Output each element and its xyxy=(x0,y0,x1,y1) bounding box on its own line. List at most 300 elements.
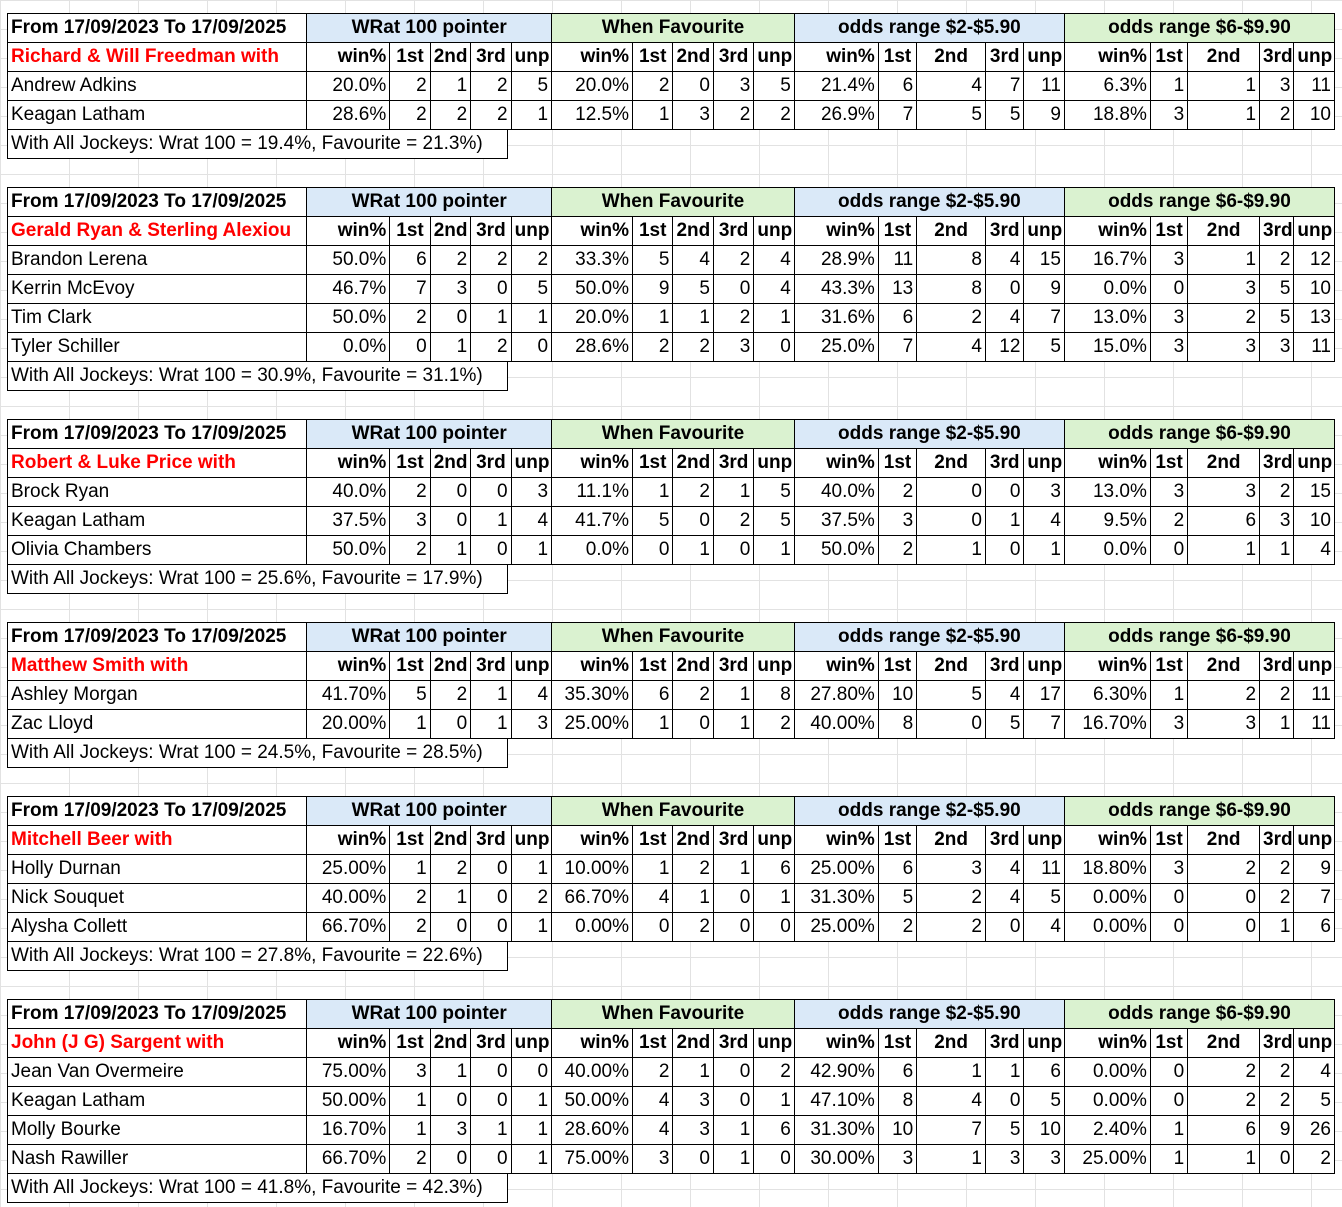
column-header[interactable]: 1st xyxy=(390,43,430,72)
trainer-name[interactable]: Matthew Smith with xyxy=(8,652,307,681)
stat-cell[interactable]: 1 xyxy=(754,536,795,565)
stat-cell[interactable]: 0.0% xyxy=(1064,536,1150,565)
group-header[interactable]: When Favourite xyxy=(552,420,795,449)
stat-cell[interactable]: 21.4% xyxy=(794,72,878,101)
stat-cell[interactable]: 1 xyxy=(511,1145,551,1174)
stat-cell[interactable]: 2 xyxy=(1150,507,1187,536)
column-header[interactable]: unp xyxy=(511,1029,551,1058)
stat-cell[interactable]: 1 xyxy=(673,1058,713,1087)
column-header[interactable]: win% xyxy=(552,217,633,246)
column-header[interactable]: 2nd xyxy=(673,1029,713,1058)
stat-cell[interactable]: 3 xyxy=(1260,333,1294,362)
stat-cell[interactable]: 1 xyxy=(390,1116,430,1145)
stat-cell[interactable]: 8 xyxy=(917,246,986,275)
stat-cell[interactable]: 50.00% xyxy=(552,1087,633,1116)
column-header[interactable]: 1st xyxy=(633,217,673,246)
column-header[interactable]: win% xyxy=(307,449,390,478)
stat-cell[interactable]: 0.0% xyxy=(1064,275,1150,304)
stat-cell[interactable]: 1 xyxy=(471,304,511,333)
stat-cell[interactable]: 13 xyxy=(878,275,916,304)
stat-cell[interactable]: 0 xyxy=(511,333,551,362)
column-header[interactable]: win% xyxy=(552,43,633,72)
stat-cell[interactable]: 2 xyxy=(633,333,673,362)
stat-cell[interactable]: 5 xyxy=(986,710,1024,739)
stat-cell[interactable]: 2 xyxy=(430,246,470,275)
jockey-name[interactable]: Molly Bourke xyxy=(8,1116,307,1145)
stat-cell[interactable]: 33.3% xyxy=(552,246,633,275)
stat-cell[interactable]: 2 xyxy=(390,536,430,565)
stat-cell[interactable]: 1 xyxy=(511,101,551,130)
stat-cell[interactable]: 2 xyxy=(1260,884,1294,913)
stat-cell[interactable]: 3 xyxy=(673,1116,713,1145)
stat-cell[interactable]: 3 xyxy=(1150,101,1187,130)
stat-cell[interactable]: 1 xyxy=(754,304,795,333)
column-header[interactable]: unp xyxy=(511,652,551,681)
column-header[interactable]: 1st xyxy=(878,826,916,855)
group-header[interactable]: WRat 100 pointer xyxy=(307,1000,552,1029)
column-header[interactable]: 1st xyxy=(633,652,673,681)
stat-cell[interactable]: 40.0% xyxy=(307,478,390,507)
stat-cell[interactable]: 75.00% xyxy=(307,1058,390,1087)
stat-cell[interactable]: 0 xyxy=(471,536,511,565)
summary-cell[interactable]: With All Jockeys: Wrat 100 = 30.9%, Favourite = 31.1%) xyxy=(7,362,508,391)
column-header[interactable]: 1st xyxy=(1150,449,1187,478)
column-header[interactable]: 3rd xyxy=(986,43,1024,72)
stat-cell[interactable]: 2 xyxy=(430,681,470,710)
stat-cell[interactable]: 2 xyxy=(1260,1087,1294,1116)
stat-cell[interactable]: 6 xyxy=(633,681,673,710)
column-header[interactable]: 3rd xyxy=(713,217,753,246)
stat-cell[interactable]: 5 xyxy=(917,101,986,130)
stat-cell[interactable]: 1 xyxy=(713,681,753,710)
stat-cell[interactable]: 2 xyxy=(1260,681,1294,710)
stat-cell[interactable]: 2 xyxy=(390,72,430,101)
stat-cell[interactable]: 66.70% xyxy=(552,884,633,913)
column-header[interactable]: 2nd xyxy=(1188,449,1260,478)
stat-cell[interactable]: 10 xyxy=(878,681,916,710)
stat-cell[interactable]: 0 xyxy=(471,1145,511,1174)
stat-cell[interactable]: 3 xyxy=(1260,72,1294,101)
stat-cell[interactable]: 5 xyxy=(1024,333,1064,362)
stat-cell[interactable]: 11.1% xyxy=(552,478,633,507)
stat-cell[interactable]: 2 xyxy=(430,101,470,130)
jockey-name[interactable]: Keagan Latham xyxy=(8,507,307,536)
stat-cell[interactable]: 15 xyxy=(1294,478,1335,507)
stat-cell[interactable]: 1 xyxy=(917,1058,986,1087)
summary-cell[interactable]: With All Jockeys: Wrat 100 = 24.5%, Favourite = 28.5%) xyxy=(7,739,508,768)
stat-cell[interactable]: 2 xyxy=(390,478,430,507)
column-header[interactable]: win% xyxy=(1064,217,1150,246)
column-header[interactable]: 1st xyxy=(633,449,673,478)
stat-cell[interactable]: 3 xyxy=(1188,710,1260,739)
stat-cell[interactable]: 3 xyxy=(1150,304,1187,333)
stat-cell[interactable]: 2 xyxy=(1188,1087,1260,1116)
stat-cell[interactable]: 25.00% xyxy=(552,710,633,739)
stat-cell[interactable]: 3 xyxy=(511,478,551,507)
stat-cell[interactable]: 3 xyxy=(1150,246,1187,275)
stat-cell[interactable]: 0 xyxy=(471,478,511,507)
stat-cell[interactable]: 1 xyxy=(917,536,986,565)
stat-cell[interactable]: 2 xyxy=(1260,855,1294,884)
stat-cell[interactable]: 50.0% xyxy=(552,275,633,304)
column-header[interactable]: 3rd xyxy=(1260,1029,1294,1058)
stat-cell[interactable]: 4 xyxy=(986,246,1024,275)
stat-cell[interactable]: 2 xyxy=(390,1145,430,1174)
stat-cell[interactable]: 16.70% xyxy=(307,1116,390,1145)
stat-cell[interactable]: 4 xyxy=(917,72,986,101)
stat-cell[interactable]: 1 xyxy=(471,1116,511,1145)
stat-cell[interactable]: 4 xyxy=(633,884,673,913)
stat-cell[interactable]: 37.5% xyxy=(794,507,878,536)
stat-cell[interactable]: 4 xyxy=(986,681,1024,710)
stat-cell[interactable]: 41.70% xyxy=(307,681,390,710)
stat-cell[interactable]: 0 xyxy=(471,1058,511,1087)
column-header[interactable]: unp xyxy=(511,449,551,478)
group-header[interactable]: odds range $6-$9.90 xyxy=(1064,623,1334,652)
stat-cell[interactable]: 3 xyxy=(1024,478,1064,507)
stat-cell[interactable]: 0 xyxy=(1150,536,1187,565)
stat-cell[interactable]: 11 xyxy=(1294,72,1335,101)
column-header[interactable]: 2nd xyxy=(1188,1029,1260,1058)
column-header[interactable]: win% xyxy=(552,826,633,855)
stat-cell[interactable]: 10 xyxy=(1294,507,1335,536)
stat-cell[interactable]: 3 xyxy=(673,101,713,130)
stat-cell[interactable]: 1 xyxy=(754,884,795,913)
jockey-name[interactable]: Nick Souquet xyxy=(8,884,307,913)
group-header[interactable]: odds range $2-$5.90 xyxy=(794,623,1064,652)
stat-cell[interactable]: 10 xyxy=(878,1116,916,1145)
jockey-name[interactable]: Keagan Latham xyxy=(8,1087,307,1116)
stat-cell[interactable]: 11 xyxy=(1024,72,1064,101)
stat-cell[interactable]: 2.40% xyxy=(1064,1116,1150,1145)
stat-cell[interactable]: 1 xyxy=(1260,913,1294,942)
stat-cell[interactable]: 7 xyxy=(390,275,430,304)
column-header[interactable]: win% xyxy=(307,1029,390,1058)
column-header[interactable]: win% xyxy=(1064,1029,1150,1058)
stat-cell[interactable]: 1 xyxy=(673,536,713,565)
column-header[interactable]: 1st xyxy=(1150,652,1187,681)
stat-cell[interactable]: 7 xyxy=(878,101,916,130)
stat-cell[interactable]: 2 xyxy=(673,913,713,942)
column-header[interactable]: unp xyxy=(1294,652,1335,681)
jockey-name[interactable]: Ashley Morgan xyxy=(8,681,307,710)
stat-cell[interactable]: 0 xyxy=(390,333,430,362)
stat-cell[interactable]: 1 xyxy=(713,1145,753,1174)
stat-cell[interactable]: 2 xyxy=(754,1058,795,1087)
column-header[interactable]: 2nd xyxy=(430,449,470,478)
stat-cell[interactable]: 5 xyxy=(754,507,795,536)
stat-cell[interactable]: 6.30% xyxy=(1064,681,1150,710)
stat-cell[interactable]: 0 xyxy=(754,333,795,362)
stat-cell[interactable]: 41.7% xyxy=(552,507,633,536)
stat-cell[interactable]: 2 xyxy=(633,1058,673,1087)
stat-cell[interactable]: 2 xyxy=(1188,855,1260,884)
stat-cell[interactable]: 6 xyxy=(754,855,795,884)
stat-cell[interactable]: 46.7% xyxy=(307,275,390,304)
stat-cell[interactable]: 1 xyxy=(1260,536,1294,565)
column-header[interactable]: unp xyxy=(1024,826,1064,855)
stat-cell[interactable]: 2 xyxy=(511,884,551,913)
stat-cell[interactable]: 8 xyxy=(754,681,795,710)
stat-cell[interactable]: 0 xyxy=(511,1058,551,1087)
column-header[interactable]: 1st xyxy=(390,652,430,681)
stat-cell[interactable]: 40.0% xyxy=(794,478,878,507)
stat-cell[interactable]: 4 xyxy=(986,304,1024,333)
stat-cell[interactable]: 0.00% xyxy=(1064,1087,1150,1116)
stat-cell[interactable]: 1 xyxy=(430,1058,470,1087)
stat-cell[interactable]: 12 xyxy=(986,333,1024,362)
stat-cell[interactable]: 3 xyxy=(390,507,430,536)
stat-cell[interactable]: 4 xyxy=(1024,507,1064,536)
group-header[interactable]: odds range $6-$9.90 xyxy=(1064,188,1334,217)
column-header[interactable]: unp xyxy=(511,826,551,855)
stat-cell[interactable]: 1 xyxy=(713,710,753,739)
column-header[interactable]: win% xyxy=(1064,826,1150,855)
column-header[interactable]: 1st xyxy=(390,1029,430,1058)
trainer-name[interactable]: Gerald Ryan & Sterling Alexiou xyxy=(8,217,307,246)
stat-cell[interactable]: 1 xyxy=(1150,72,1187,101)
stat-cell[interactable]: 9 xyxy=(1294,855,1335,884)
stat-cell[interactable]: 2 xyxy=(713,507,753,536)
stat-cell[interactable]: 18.80% xyxy=(1064,855,1150,884)
column-header[interactable]: 3rd xyxy=(713,449,753,478)
stat-cell[interactable]: 1 xyxy=(754,1087,795,1116)
stat-cell[interactable]: 9.5% xyxy=(1064,507,1150,536)
stat-cell[interactable]: 1 xyxy=(390,855,430,884)
column-header[interactable]: win% xyxy=(794,43,878,72)
stat-cell[interactable]: 13 xyxy=(1294,304,1335,333)
group-header[interactable]: When Favourite xyxy=(552,188,795,217)
stat-cell[interactable]: 17 xyxy=(1024,681,1064,710)
stat-cell[interactable]: 15 xyxy=(1024,246,1064,275)
stat-cell[interactable]: 16.7% xyxy=(1064,246,1150,275)
stat-cell[interactable]: 0 xyxy=(917,478,986,507)
column-header[interactable]: 2nd xyxy=(430,826,470,855)
stat-cell[interactable]: 50.0% xyxy=(307,536,390,565)
stat-cell[interactable]: 11 xyxy=(1024,855,1064,884)
stat-cell[interactable]: 5 xyxy=(673,275,713,304)
stat-cell[interactable]: 2 xyxy=(471,246,511,275)
group-header[interactable]: odds range $6-$9.90 xyxy=(1064,1000,1334,1029)
group-header[interactable]: odds range $6-$9.90 xyxy=(1064,14,1334,43)
stat-cell[interactable]: 7 xyxy=(986,72,1024,101)
column-header[interactable]: 3rd xyxy=(986,1029,1024,1058)
column-header[interactable]: 1st xyxy=(1150,43,1187,72)
jockey-name[interactable]: Brock Ryan xyxy=(8,478,307,507)
column-header[interactable]: win% xyxy=(307,43,390,72)
stat-cell[interactable]: 5 xyxy=(1294,1087,1335,1116)
stat-cell[interactable]: 6 xyxy=(1188,507,1260,536)
trainer-name[interactable]: Mitchell Beer with xyxy=(8,826,307,855)
stat-cell[interactable]: 1 xyxy=(986,507,1024,536)
stat-cell[interactable]: 0 xyxy=(471,913,511,942)
stat-cell[interactable]: 4 xyxy=(917,333,986,362)
stat-cell[interactable]: 5 xyxy=(1260,275,1294,304)
stat-cell[interactable]: 4 xyxy=(917,1087,986,1116)
stat-cell[interactable]: 1 xyxy=(713,855,753,884)
stat-cell[interactable]: 1 xyxy=(1024,536,1064,565)
stat-cell[interactable]: 0 xyxy=(430,507,470,536)
stat-cell[interactable]: 18.8% xyxy=(1064,101,1150,130)
stat-cell[interactable]: 2 xyxy=(1188,1058,1260,1087)
column-header[interactable]: unp xyxy=(1294,449,1335,478)
column-header[interactable]: unp xyxy=(1294,217,1335,246)
stat-cell[interactable]: 6 xyxy=(878,304,916,333)
stat-cell[interactable]: 27.80% xyxy=(794,681,878,710)
stat-cell[interactable]: 9 xyxy=(633,275,673,304)
column-header[interactable]: 2nd xyxy=(917,43,986,72)
column-header[interactable]: 3rd xyxy=(471,826,511,855)
jockey-name[interactable]: Jean Van Overmeire xyxy=(8,1058,307,1087)
column-header[interactable]: unp xyxy=(754,217,795,246)
column-header[interactable]: 3rd xyxy=(1260,43,1294,72)
column-header[interactable]: 2nd xyxy=(430,1029,470,1058)
stat-cell[interactable]: 7 xyxy=(917,1116,986,1145)
stat-cell[interactable]: 1 xyxy=(511,855,551,884)
stat-cell[interactable]: 5 xyxy=(511,275,551,304)
stat-cell[interactable]: 6 xyxy=(878,855,916,884)
column-header[interactable]: unp xyxy=(1294,43,1335,72)
jockey-name[interactable]: Alysha Collett xyxy=(8,913,307,942)
stat-cell[interactable]: 0.0% xyxy=(307,333,390,362)
stat-cell[interactable]: 26.9% xyxy=(794,101,878,130)
stat-cell[interactable]: 1 xyxy=(390,1087,430,1116)
jockey-name[interactable]: Brandon Lerena xyxy=(8,246,307,275)
column-header[interactable]: win% xyxy=(552,652,633,681)
column-header[interactable]: 1st xyxy=(878,217,916,246)
stat-cell[interactable]: 5 xyxy=(754,478,795,507)
column-header[interactable]: 1st xyxy=(390,449,430,478)
stat-cell[interactable]: 50.0% xyxy=(307,304,390,333)
stat-cell[interactable]: 3 xyxy=(713,333,753,362)
stat-cell[interactable]: 25.00% xyxy=(794,913,878,942)
stat-cell[interactable]: 50.00% xyxy=(307,1087,390,1116)
column-header[interactable]: 1st xyxy=(1150,826,1187,855)
stat-cell[interactable]: 3 xyxy=(878,1145,916,1174)
stat-cell[interactable]: 7 xyxy=(1024,710,1064,739)
column-header[interactable]: 3rd xyxy=(713,1029,753,1058)
stat-cell[interactable]: 2 xyxy=(754,101,795,130)
stat-cell[interactable]: 4 xyxy=(673,246,713,275)
column-header[interactable]: 3rd xyxy=(713,652,753,681)
group-header[interactable]: WRat 100 pointer xyxy=(307,420,552,449)
stat-cell[interactable]: 0 xyxy=(754,913,795,942)
stat-cell[interactable]: 0 xyxy=(1150,275,1187,304)
column-header[interactable]: 3rd xyxy=(1260,652,1294,681)
stat-cell[interactable]: 5 xyxy=(390,681,430,710)
stat-cell[interactable]: 2 xyxy=(1260,246,1294,275)
period-label[interactable]: From 17/09/2023 To 17/09/2025 xyxy=(8,188,307,217)
stat-cell[interactable]: 0 xyxy=(673,710,713,739)
stat-cell[interactable]: 50.0% xyxy=(794,536,878,565)
stat-cell[interactable]: 0 xyxy=(986,1087,1024,1116)
column-header[interactable]: 1st xyxy=(1150,1029,1187,1058)
column-header[interactable]: 3rd xyxy=(471,1029,511,1058)
jockey-name[interactable]: Tim Clark xyxy=(8,304,307,333)
column-header[interactable]: 2nd xyxy=(673,217,713,246)
stat-cell[interactable]: 1 xyxy=(1150,1116,1187,1145)
column-header[interactable]: win% xyxy=(794,449,878,478)
column-header[interactable]: unp xyxy=(754,449,795,478)
stat-cell[interactable]: 2 xyxy=(1260,101,1294,130)
stat-cell[interactable]: 26 xyxy=(1294,1116,1335,1145)
stat-cell[interactable]: 4 xyxy=(754,246,795,275)
stat-cell[interactable]: 2 xyxy=(1188,304,1260,333)
stat-cell[interactable]: 2 xyxy=(754,710,795,739)
stat-cell[interactable]: 40.00% xyxy=(794,710,878,739)
stat-cell[interactable]: 20.0% xyxy=(552,72,633,101)
group-header[interactable]: WRat 100 pointer xyxy=(307,623,552,652)
stat-cell[interactable]: 2 xyxy=(917,304,986,333)
column-header[interactable]: unp xyxy=(1024,652,1064,681)
stat-cell[interactable]: 1 xyxy=(713,1116,753,1145)
stat-cell[interactable]: 6 xyxy=(878,72,916,101)
stat-cell[interactable]: 9 xyxy=(1024,275,1064,304)
period-label[interactable]: From 17/09/2023 To 17/09/2025 xyxy=(8,14,307,43)
stat-cell[interactable]: 42.90% xyxy=(794,1058,878,1087)
stat-cell[interactable]: 40.00% xyxy=(307,884,390,913)
stat-cell[interactable]: 20.0% xyxy=(552,304,633,333)
stat-cell[interactable]: 1 xyxy=(633,304,673,333)
stat-cell[interactable]: 8 xyxy=(878,710,916,739)
column-header[interactable]: unp xyxy=(1024,1029,1064,1058)
stat-cell[interactable]: 0.00% xyxy=(552,913,633,942)
stat-cell[interactable]: 0 xyxy=(917,507,986,536)
stat-cell[interactable]: 1 xyxy=(430,333,470,362)
stat-cell[interactable]: 0 xyxy=(1150,1058,1187,1087)
group-header[interactable]: odds range $6-$9.90 xyxy=(1064,797,1334,826)
stat-cell[interactable]: 35.30% xyxy=(552,681,633,710)
column-header[interactable]: 2nd xyxy=(917,1029,986,1058)
stat-cell[interactable]: 5 xyxy=(633,246,673,275)
stat-cell[interactable]: 12 xyxy=(1294,246,1335,275)
stat-cell[interactable]: 2 xyxy=(511,246,551,275)
column-header[interactable]: unp xyxy=(1024,217,1064,246)
column-header[interactable]: 2nd xyxy=(1188,826,1260,855)
stat-cell[interactable]: 4 xyxy=(633,1087,673,1116)
stat-cell[interactable]: 6.3% xyxy=(1064,72,1150,101)
stat-cell[interactable]: 5 xyxy=(1024,884,1064,913)
stat-cell[interactable]: 30.00% xyxy=(794,1145,878,1174)
stat-cell[interactable]: 4 xyxy=(1024,913,1064,942)
stat-cell[interactable]: 0 xyxy=(633,536,673,565)
stat-cell[interactable]: 0 xyxy=(713,536,753,565)
column-header[interactable]: 2nd xyxy=(917,217,986,246)
stat-cell[interactable]: 1 xyxy=(471,681,511,710)
stat-cell[interactable]: 20.0% xyxy=(307,72,390,101)
stat-cell[interactable]: 1 xyxy=(471,710,511,739)
group-header[interactable]: odds range $2-$5.90 xyxy=(794,1000,1064,1029)
column-header[interactable]: unp xyxy=(754,826,795,855)
column-header[interactable]: win% xyxy=(307,826,390,855)
group-header[interactable]: odds range $2-$5.90 xyxy=(794,188,1064,217)
stat-cell[interactable]: 1 xyxy=(1188,246,1260,275)
period-label[interactable]: From 17/09/2023 To 17/09/2025 xyxy=(8,623,307,652)
column-header[interactable]: win% xyxy=(1064,449,1150,478)
stat-cell[interactable]: 0 xyxy=(713,1058,753,1087)
stat-cell[interactable]: 2 xyxy=(673,478,713,507)
group-header[interactable]: When Favourite xyxy=(552,797,795,826)
stat-cell[interactable]: 0 xyxy=(754,1145,795,1174)
stat-cell[interactable]: 2 xyxy=(673,333,713,362)
stat-cell[interactable]: 5 xyxy=(986,101,1024,130)
stat-cell[interactable]: 28.6% xyxy=(307,101,390,130)
summary-cell[interactable]: With All Jockeys: Wrat 100 = 19.4%, Favourite = 21.3%) xyxy=(7,130,508,159)
stat-cell[interactable]: 0 xyxy=(471,1087,511,1116)
column-header[interactable]: unp xyxy=(511,217,551,246)
stat-cell[interactable]: 9 xyxy=(1260,1116,1294,1145)
stat-cell[interactable]: 11 xyxy=(878,246,916,275)
